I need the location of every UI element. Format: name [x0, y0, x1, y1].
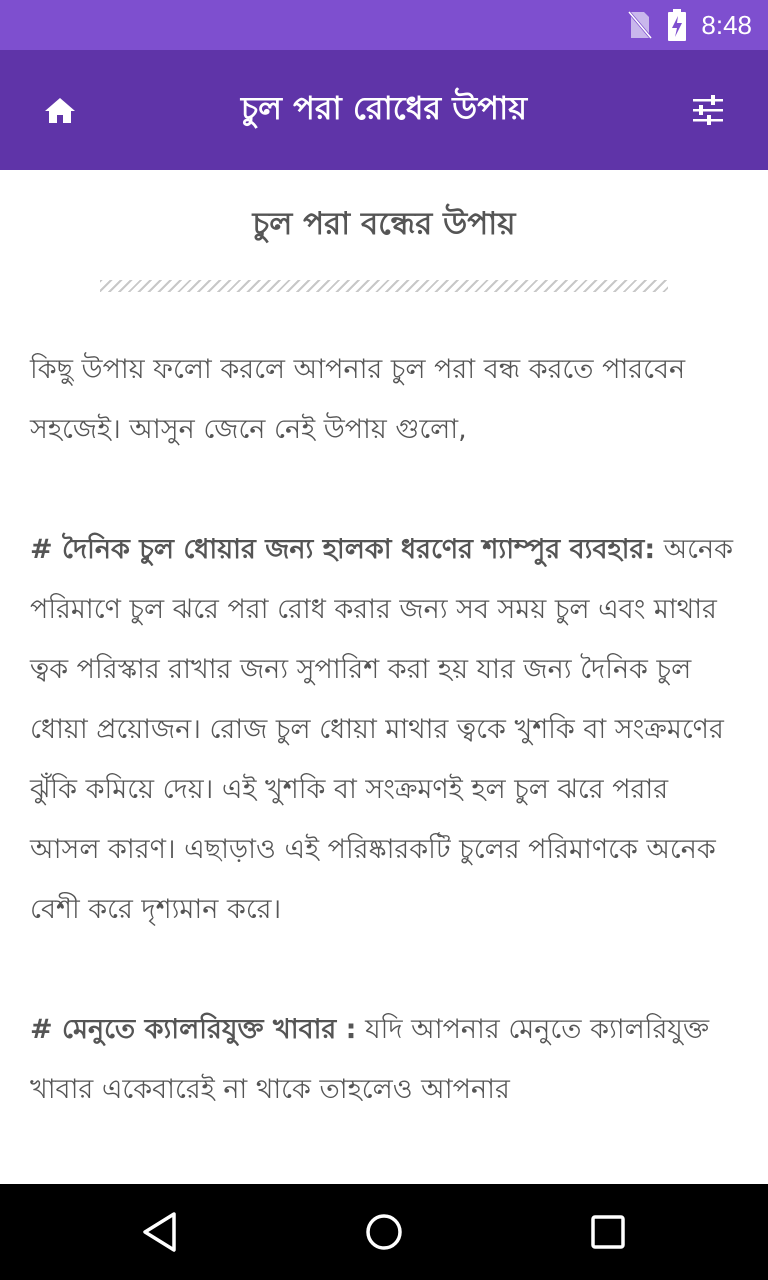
- article-content[interactable]: [0, 170, 768, 1184]
- settings-sliders-icon[interactable]: [690, 94, 726, 126]
- recents-icon[interactable]: [584, 1208, 632, 1256]
- no-sim-icon: [627, 10, 653, 40]
- home-circle-icon[interactable]: [360, 1208, 408, 1256]
- hatched-divider: [100, 280, 668, 292]
- article-body: [30, 340, 742, 1180]
- section-title: # মেনুতে ক্যালরিযুক্ত খাবার :: [30, 1014, 357, 1045]
- section-title: # দৈনিক চুল ধোয়ার জন্য হালকা ধরণের শ্যাম্পুর ব্যবহার:: [30, 534, 656, 565]
- back-icon[interactable]: [136, 1208, 184, 1256]
- clock: 8:48: [701, 9, 752, 40]
- app-bar: [0, 50, 768, 170]
- section-body: যদি আপনার মেনুতে ক্যালরিযুক্ত খাবার একেবারেই না থাকে তাহলেও আপনার: [30, 1014, 710, 1105]
- home-icon[interactable]: [42, 94, 78, 126]
- battery-charging-icon: [667, 9, 687, 41]
- section-paragraph: [30, 1000, 742, 1120]
- page-heading: চুল পরা বন্ধের উপায়: [252, 206, 516, 242]
- intro-paragraph: কিছু উপায় ফলো করলে আপনার চুল পরা বন্ধ করতে পারবেন সহজেই। আসুন জেনে নেই উপায় গুলো,: [30, 354, 686, 445]
- section-paragraph: [30, 520, 742, 940]
- app-title: চুল পরা রোধের উপায়: [240, 89, 528, 127]
- status-bar: [0, 0, 768, 50]
- navigation-bar: [0, 1184, 768, 1280]
- section-body: অনেক পরিমাণে চুল ঝরে পরা রোধ করার জন্য সব সময় চুল এবং মাথার ত্বক পরিস্কার রাখার জন্য সুপারিশ করা হয় যার জন্য দৈনিক চুল ধোয়া প্রয়োজন। রোজ চুল ধোয়া মাথার ত্বকে খুশকি বা সংক্রমণের ঝুঁকি কমিয়ে দেয়। এই খুশকি বা সংক্রমণই হল চুল ঝরে পরার আসল কারণ। এছাড়াও এই পরিষ্কারকটি চুলের পরিমাণকে অনেক বেশী করে দৃশ্যমান করে।: [30, 534, 733, 925]
